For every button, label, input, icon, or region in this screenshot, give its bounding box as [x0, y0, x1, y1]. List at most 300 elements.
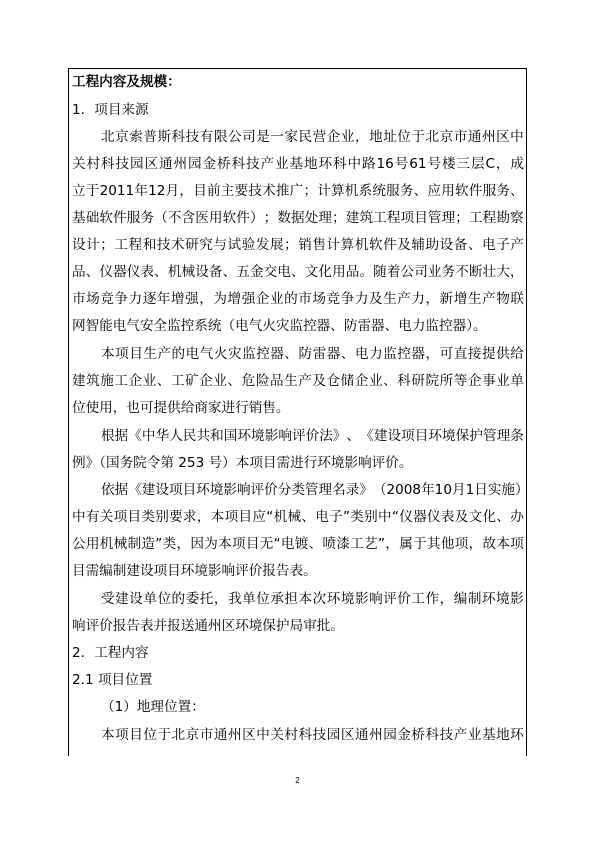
glyph: 金 — [249, 264, 264, 280]
glyph: 生 — [143, 346, 157, 362]
glyph: 企 — [128, 373, 143, 389]
glyph: 增 — [453, 291, 468, 307]
glyph: 文 — [468, 509, 483, 525]
glyph: 管 — [304, 482, 319, 498]
glyph: 医 — [195, 210, 209, 226]
glyph: 于 — [413, 536, 427, 552]
glyph: 司 — [414, 264, 428, 280]
glyph: ； — [303, 183, 318, 199]
glyph: 处 — [304, 210, 319, 226]
glyph: 化 — [318, 264, 332, 280]
glyph: 、 — [467, 237, 482, 253]
glyph: 仪 — [399, 509, 413, 525]
glyph: 京 — [439, 129, 454, 145]
glyph: 应 — [252, 509, 266, 525]
glyph: 号 — [427, 156, 442, 172]
glyph: 《 — [128, 482, 142, 498]
glyph: 评 — [383, 591, 397, 607]
glyph: 价 — [264, 482, 278, 498]
glyph: 录 — [345, 482, 360, 498]
paragraph-line — [72, 154, 524, 174]
glyph: 地 — [369, 129, 383, 145]
glyph: 环 — [481, 591, 496, 607]
glyph: 于 — [157, 727, 172, 743]
glyph: 服 — [386, 183, 400, 199]
glyph: 研 — [411, 373, 425, 389]
glyph: 算 — [340, 237, 355, 253]
glyph: 评 — [250, 482, 265, 498]
glyph: 接 — [467, 346, 482, 362]
glyph: 技 — [312, 727, 327, 743]
glyph: 电 — [277, 264, 291, 280]
glyph: 市 — [72, 291, 86, 307]
glyph: 计 — [86, 237, 100, 253]
glyph: 区 — [242, 727, 256, 743]
glyph: 中 — [378, 509, 392, 525]
glyph: 增 — [170, 291, 185, 307]
glyph: 监 — [383, 346, 397, 362]
glyph: 表 — [440, 509, 455, 525]
glyph: 企 — [199, 373, 213, 389]
glyph: “ — [273, 536, 281, 552]
glyph: 发 — [255, 237, 270, 253]
glyph: 等 — [453, 373, 468, 389]
glyph: 立 — [72, 183, 86, 199]
glyph: 机 — [354, 237, 369, 253]
glyph: 保 — [455, 428, 470, 444]
glyph: 施 — [501, 482, 516, 498]
glyph: 项 — [400, 210, 415, 226]
glyph: 民 — [182, 428, 197, 444]
glyph: 设 — [439, 237, 454, 253]
glyph: 着 — [386, 264, 401, 280]
glyph: 法 — [319, 428, 333, 444]
glyph: 销 — [298, 237, 312, 253]
glyph: 为 — [204, 536, 218, 552]
glyph: 本 — [218, 536, 232, 552]
glyph: 类 — [141, 509, 155, 525]
glyph: 力 — [411, 291, 425, 307]
glyph: 与 — [213, 237, 227, 253]
glyph: 科 — [333, 156, 347, 172]
glyph: 《 — [360, 428, 374, 444]
glyph: 北 — [171, 727, 186, 743]
glyph: 本 — [210, 509, 225, 525]
glyph: 州 — [227, 727, 242, 743]
glyph: 表 — [140, 264, 155, 280]
glyph: 和 — [210, 428, 224, 444]
glyph: 争 — [114, 291, 129, 307]
glyph: “ — [266, 509, 274, 525]
glyph: 产 — [397, 291, 411, 307]
glyph: 科 — [298, 727, 313, 743]
glyph: 和 — [142, 237, 157, 253]
glyph: 不 — [167, 210, 182, 226]
glyph: 化 — [482, 509, 497, 525]
glyph: 项 — [168, 482, 183, 498]
glyph: 控 — [256, 346, 270, 362]
glyph: 增 — [227, 291, 242, 307]
glyph: 单 — [242, 591, 256, 607]
glyph: ” — [378, 536, 386, 552]
paragraph-line: 例》（国务院令第 253 号）本项目需进行环境影响评价。 — [72, 455, 413, 471]
glyph: 影 — [354, 591, 369, 607]
glyph: 软 — [368, 237, 383, 253]
glyph: ， — [354, 129, 369, 145]
glyph: ； — [100, 237, 114, 253]
glyph: ； — [284, 237, 298, 253]
glyph: 业 — [496, 373, 510, 389]
glyph: 《 — [128, 428, 142, 444]
glyph: 成 — [510, 156, 524, 172]
glyph: 备 — [453, 237, 468, 253]
glyph: “ — [391, 509, 399, 525]
glyph: 竞 — [100, 291, 114, 307]
glyph: 机 — [167, 264, 182, 280]
glyph: 2008 — [386, 482, 422, 498]
glyph: 术 — [170, 237, 185, 253]
glyph: 实 — [487, 482, 502, 498]
glyph: ） — [249, 210, 264, 226]
glyph: 务 — [496, 183, 510, 199]
glyph: 评 — [291, 428, 306, 444]
glyph: 目 — [245, 536, 260, 552]
glyph: 环 — [196, 482, 210, 498]
glyph: 建 — [72, 373, 86, 389]
glyph: ， — [213, 591, 228, 607]
paragraph-line — [72, 507, 524, 527]
glyph: 广 — [289, 183, 304, 199]
glyph: 随 — [373, 264, 387, 280]
glyph: 位 — [397, 129, 411, 145]
glyph: 储 — [340, 373, 355, 389]
glyph: 州 — [173, 156, 188, 172]
paragraph-line — [72, 208, 524, 228]
glyph: 响 — [236, 482, 251, 498]
glyph: 中 — [510, 129, 524, 145]
glyph: 、 — [346, 428, 361, 444]
glyph: 设 — [387, 428, 402, 444]
glyph: 备 — [208, 264, 223, 280]
glyph: 断 — [468, 264, 483, 280]
glyph: 品 — [345, 264, 360, 280]
glyph: 位 — [143, 727, 157, 743]
glyph: 器 — [411, 346, 425, 362]
glyph: 影 — [223, 482, 237, 498]
glyph: 机 — [273, 509, 288, 525]
glyph: 。 — [359, 264, 374, 280]
glyph: ， — [385, 536, 399, 552]
paragraph-line: 位使用，也可提供给商家进行销售。 — [72, 400, 290, 416]
glyph: 桥 — [411, 727, 425, 743]
glyph: 企 — [467, 373, 482, 389]
glyph: 及 — [368, 291, 383, 307]
glyph: 企 — [354, 373, 369, 389]
glyph: 人 — [169, 428, 183, 444]
glyph: 编 — [453, 591, 468, 607]
glyph: 区 — [340, 727, 355, 743]
glyph: 环 — [510, 727, 524, 743]
glyph: 关 — [72, 156, 86, 172]
glyph: 险 — [255, 373, 270, 389]
glyph: 勘 — [496, 210, 510, 226]
glyph: 一 — [270, 129, 284, 145]
glyph: ， — [468, 536, 483, 552]
glyph: 器 — [413, 509, 427, 525]
glyph: 业 — [467, 727, 482, 743]
glyph: 61 — [409, 156, 427, 172]
glyph: 务 — [441, 264, 456, 280]
glyph: 大 — [496, 264, 510, 280]
glyph: 、 — [510, 183, 524, 199]
glyph: 器 — [113, 264, 127, 280]
glyph: 别 — [155, 509, 169, 525]
glyph: 区 — [496, 129, 510, 145]
glyph: 、 — [222, 264, 237, 280]
glyph: 企 — [255, 291, 270, 307]
glyph: 、 — [85, 264, 100, 280]
glyph: 及 — [312, 373, 326, 389]
glyph: 械 — [113, 536, 128, 552]
glyph: 其 — [426, 536, 441, 552]
glyph: 国 — [223, 428, 238, 444]
glyph: 楼 — [441, 156, 456, 172]
glyph: 矿 — [185, 373, 199, 389]
glyph: 助 — [425, 237, 440, 253]
glyph: 北 — [425, 129, 440, 145]
glyph: 斯 — [157, 129, 172, 145]
glyph: 作 — [425, 591, 440, 607]
glyph: 根 — [101, 428, 115, 444]
glyph: 的 — [171, 346, 186, 362]
glyph: 年 — [421, 482, 435, 498]
glyph: 通 — [213, 727, 228, 743]
glyph: 民 — [298, 129, 313, 145]
glyph: 的 — [171, 591, 186, 607]
glyph: ， — [179, 183, 194, 199]
glyph: 中 — [72, 509, 86, 525]
glyph: 技 — [439, 727, 454, 743]
glyph: 理 — [318, 210, 332, 226]
glyph: 要 — [169, 509, 183, 525]
glyph: 要 — [234, 183, 249, 199]
glyph: 位 — [157, 591, 172, 607]
glyph: 目 — [182, 482, 197, 498]
glyph: 理 — [496, 428, 511, 444]
glyph: 业 — [142, 373, 157, 389]
glyph: 生 — [383, 291, 397, 307]
glyph: 索 — [129, 129, 143, 145]
glyph: 月 — [451, 482, 466, 498]
glyph: 本 — [298, 591, 313, 607]
glyph: 直 — [453, 346, 468, 362]
glyph: 应 — [427, 183, 442, 199]
glyph: 影 — [510, 591, 524, 607]
glyph: 村 — [86, 156, 101, 172]
glyph: 用 — [85, 536, 100, 552]
glyph: 电 — [315, 509, 329, 525]
glyph: 》 — [359, 482, 373, 498]
glyph: 子 — [329, 509, 343, 525]
glyph: 市 — [453, 129, 468, 145]
glyph: 故 — [482, 536, 497, 552]
glyph: 器 — [326, 346, 341, 362]
glyph: 市 — [298, 291, 312, 307]
glyph: 仪 — [99, 264, 113, 280]
glyph: 路 — [362, 156, 376, 172]
glyph: 工 — [468, 210, 483, 226]
glyph: 、 — [340, 346, 355, 362]
glyph: 筑 — [86, 373, 100, 389]
glyph: 限 — [213, 129, 228, 145]
glyph: 交 — [263, 264, 278, 280]
glyph: 竞 — [326, 291, 341, 307]
glyph: 、 — [156, 373, 171, 389]
glyph: 院 — [425, 373, 440, 389]
glyph: 物 — [496, 291, 510, 307]
glyph: ； — [263, 210, 278, 226]
glyph: 灾 — [227, 346, 242, 362]
glyph: 仓 — [326, 373, 341, 389]
glyph: 地 — [304, 156, 318, 172]
glyph: 工 — [114, 373, 129, 389]
glyph: 州 — [481, 129, 496, 145]
glyph: 建 — [141, 482, 156, 498]
glyph: 、 — [383, 373, 397, 389]
glyph: 械 — [287, 509, 302, 525]
glyph: 基 — [481, 727, 496, 743]
glyph: ， — [199, 291, 213, 307]
glyph: 类 — [350, 509, 364, 525]
glyph: 产 — [157, 346, 172, 362]
glyph: 监 — [242, 346, 256, 362]
glyph: 仪 — [426, 509, 441, 525]
glyph: 中 — [347, 156, 362, 172]
glyph: 主 — [220, 183, 235, 199]
glyph: 层 — [470, 156, 485, 172]
glyph: 目 — [238, 509, 253, 525]
glyph: 、 — [413, 183, 428, 199]
glyph: ， — [425, 291, 440, 307]
glyph: 业 — [340, 129, 355, 145]
glyph: 关 — [270, 727, 284, 743]
glyph: 技 — [248, 183, 262, 199]
glyph: ， — [196, 509, 211, 525]
glyph: 工 — [114, 237, 129, 253]
glyph: 公 — [72, 536, 86, 552]
glyph: 本 — [101, 346, 115, 362]
glyph: 目 — [129, 346, 143, 362]
glyph: 三 — [456, 156, 471, 172]
glyph: 、 — [284, 346, 299, 362]
glyph: 事 — [482, 373, 496, 389]
glyph: 软 — [99, 210, 113, 226]
glyph: 子 — [496, 237, 510, 253]
glyph: 响 — [369, 591, 383, 607]
glyph: 场 — [312, 291, 326, 307]
glyph: 计 — [317, 183, 331, 199]
glyph: 科 — [397, 373, 411, 389]
glyph: 件 — [468, 183, 483, 199]
glyph: 公 — [400, 264, 415, 280]
glyph: 因 — [190, 536, 204, 552]
glyph: 防 — [298, 346, 313, 362]
glyph: 16 — [376, 156, 394, 172]
glyph: 技 — [246, 156, 260, 172]
glyph: 提 — [481, 346, 496, 362]
glyph: 电 — [482, 237, 496, 253]
glyph: 、 — [301, 509, 315, 525]
paragraph-line: 响评价报告表并报送通州区环境保护局审批。 — [72, 618, 344, 634]
glyph: 基 — [289, 156, 304, 172]
glyph: 通 — [354, 727, 369, 743]
glyph: 营 — [312, 129, 327, 145]
glyph: 基 — [72, 210, 86, 226]
glyph: 价 — [397, 591, 411, 607]
glyph: 普 — [143, 129, 157, 145]
glyph: 项 — [231, 536, 246, 552]
glyph: 境 — [496, 591, 510, 607]
glyph: 市 — [199, 727, 214, 743]
glyph: 产 — [482, 291, 496, 307]
glyph: 项 — [454, 536, 469, 552]
glyph: 设 — [155, 482, 169, 498]
glyph: 理 — [441, 210, 456, 226]
glyph: 科 — [171, 129, 186, 145]
glyph: 京 — [115, 129, 129, 145]
glyph: 机 — [99, 536, 114, 552]
glyph: 技 — [115, 156, 130, 172]
glyph: 程 — [386, 210, 401, 226]
glyph: 争 — [340, 291, 355, 307]
glyph: 承 — [270, 591, 284, 607]
glyph: 项 — [115, 346, 129, 362]
glyph: 于 — [85, 183, 100, 199]
glyph: 、 — [308, 536, 323, 552]
glyph: 别 — [364, 509, 378, 525]
glyph: 科 — [101, 156, 115, 172]
glyph: （ — [372, 482, 387, 498]
glyph: 数 — [277, 210, 291, 226]
glyph: 有 — [199, 129, 214, 145]
glyph: 理 — [318, 482, 333, 498]
glyph: 售 — [312, 237, 326, 253]
glyph: 镀 — [294, 536, 309, 552]
glyph: 工 — [350, 536, 364, 552]
glyph: 前 — [206, 183, 221, 199]
glyph: 文 — [304, 264, 319, 280]
glyph: （ — [154, 210, 168, 226]
glyph: 程 — [128, 237, 143, 253]
glyph: 项 — [224, 509, 239, 525]
glyph: 年 — [156, 291, 171, 307]
subsection-geo-location: （1）地理位置： — [101, 699, 205, 715]
glyph: ） — [515, 482, 529, 498]
glyph: 制 — [467, 591, 482, 607]
paragraph-line — [72, 289, 524, 309]
glyph: 察 — [510, 210, 524, 226]
glyph: 究 — [199, 237, 213, 253]
glyph: 单 — [510, 373, 524, 389]
glyph: 建 — [373, 428, 388, 444]
glyph: 力 — [128, 291, 143, 307]
glyph: 及 — [454, 509, 469, 525]
glyph: 用 — [441, 183, 455, 199]
paragraph-line: 网智能电气安全监控系统（电气火灾监控器、防雷器、电力监控器）。 — [72, 318, 487, 334]
glyph: 目 — [129, 727, 143, 743]
glyph: 电 — [185, 346, 200, 362]
glyph: ， — [439, 591, 454, 607]
